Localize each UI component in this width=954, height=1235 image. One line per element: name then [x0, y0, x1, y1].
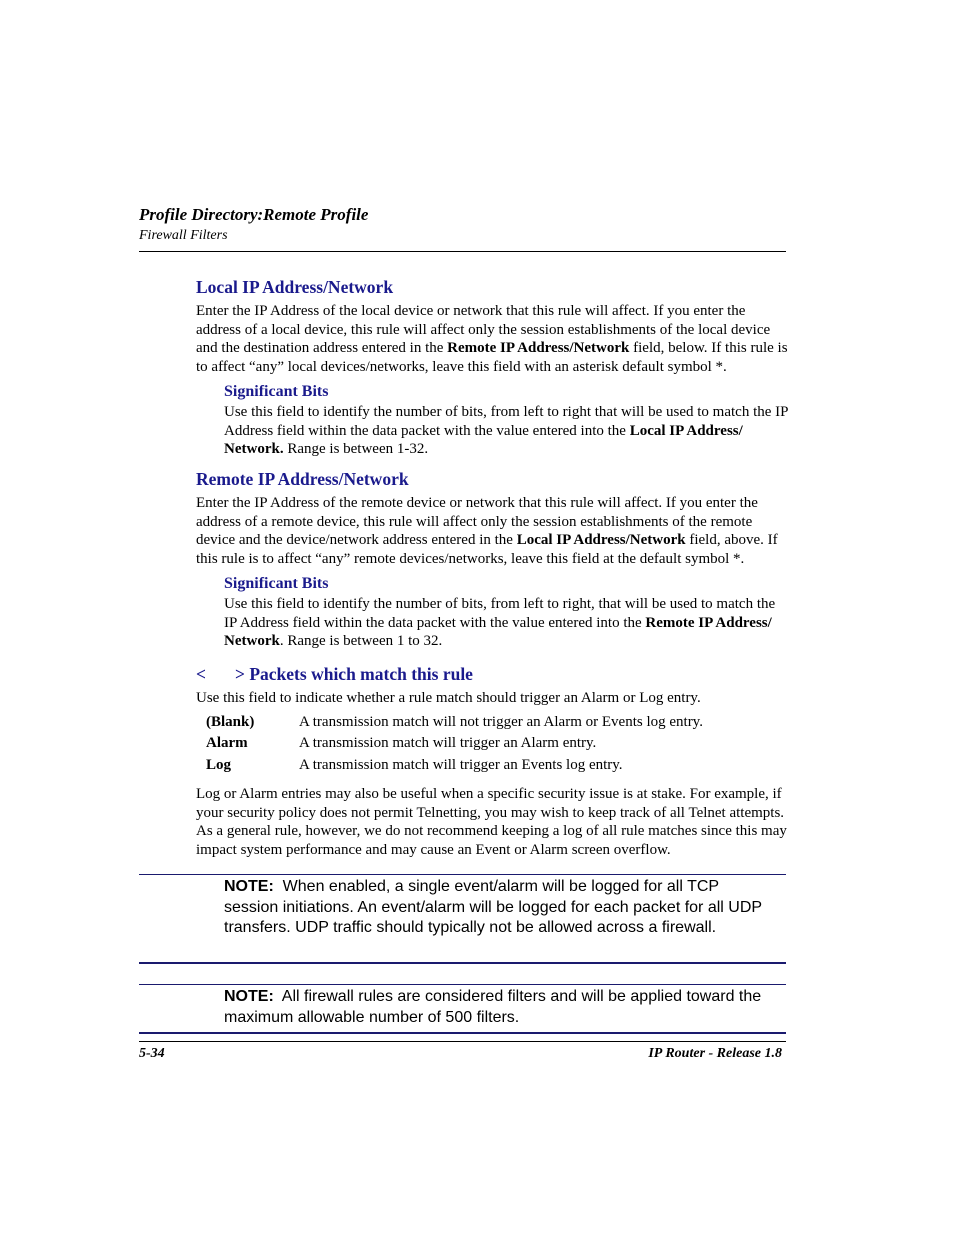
remote-bits-paragraph [224, 595, 788, 651]
remote-ip-field-ref: Local IP Address/Network [516, 532, 686, 549]
local-bits-text-2: Range is between 1-32. [283, 441, 429, 458]
packets-heading: > Packets which match this rule [235, 664, 473, 684]
option-name-blank: (Blank) [206, 714, 255, 730]
local-ip-field-ref: Remote IP Address/Network [447, 340, 630, 357]
remote-bits-text-1: Use this field to identify the number of bits, from left to right, that will be used to match the IP Address field within the data packet with the value entered into the [224, 596, 776, 631]
packets-heading-lt: < [196, 664, 206, 684]
note-2-label: NOTE: [224, 988, 274, 1005]
local-bits-text-1: Use this field to identify the number of bits, from left to right that will be used to match the IP Address field within the data packet with the value entered into the [224, 404, 788, 439]
local-ip-paragraph [196, 302, 788, 377]
local-bits-paragraph [224, 403, 788, 459]
option-desc-alarm: A transmission match will trigger an Alarm entry. [299, 735, 597, 751]
running-header-subtitle: Firewall Filters [139, 228, 228, 243]
log-alarm-paragraph: Log or Alarm entries may also be useful when a specific security issue is at stake. For example, if your security policy does not permit Telnetting, you may wish to keep track of all Telnet attempts. As a general rule, however, we do not recommend keeping a log of all rule matches since this may impact system performance and may cause an Event or Alarm screen overflow. [196, 786, 787, 859]
remote-ip-paragraph [196, 494, 788, 569]
packets-intro: Use this field to indicate whether a rule match should trigger an Alarm or Log entry. [196, 690, 701, 706]
note2-top-rule [139, 984, 786, 985]
note-1 [224, 877, 769, 939]
note-2 [224, 987, 769, 1028]
option-name-alarm: Alarm [206, 735, 248, 751]
running-header-title: Profile Directory:Remote Profile [139, 205, 369, 224]
page-number: 5-34 [139, 1046, 165, 1061]
local-bits-heading: Significant Bits [224, 383, 329, 400]
remote-bits-field-ref: Remote IP Address/ Network [224, 614, 772, 650]
option-desc-log: A transmission match will trigger an Events log entry. [299, 757, 623, 773]
remote-bits-text-2: . Range is between 1 to 32. [279, 633, 443, 650]
option-desc-blank: A transmission match will not trigger an Alarm or Events log entry. [299, 714, 703, 730]
option-name-log: Log [206, 757, 232, 773]
product-release: IP Router - Release 1.8 [648, 1046, 782, 1061]
note1-top-rule [139, 874, 786, 875]
remote-ip-heading: Remote IP Address/Network [196, 469, 409, 489]
footer-rule [139, 1041, 786, 1042]
local-ip-text-1: Enter the IP Address of the local device or network that this rule will affect. If you enter the address of a local device, this rule will affect only the session establishments of the local device and the destination address entered in the [196, 303, 771, 357]
remote-ip-text-1: Enter the IP Address of the remote device or network that this rule will affect. If you enter the address of a remote device, this rule will affect only the session establishments of the remote device and the device/network address entered in the [196, 495, 758, 549]
local-bits-field-ref: Local IP Address/ Network. [224, 422, 743, 458]
note2-bottom-rule [139, 1032, 786, 1034]
local-ip-heading: Local IP Address/Network [196, 277, 394, 297]
local-ip-text-2: field, below. If this rule is to affect “any” local devices/networks, leave this field with an asterisk default symbol *. [196, 340, 788, 376]
note-2-text: All firewall rules are considered filters and will be applied toward the maximum allowable number of 500 filters. [224, 988, 762, 1026]
note-1-label: NOTE: [224, 878, 274, 895]
note1-bottom-rule [139, 962, 786, 964]
note-1-text: When enabled, a single event/alarm will be logged for all TCP session initiations. An event/alarm will be logged for each packet for all UDP transfers. UDP traffic should typically not be allowed across a firewall. [224, 878, 762, 936]
remote-bits-heading: Significant Bits [224, 575, 329, 592]
remote-ip-text-2: field, above. If this rule is to affect “any” remote devices/networks, leave this field at the default symbol *. [196, 532, 778, 568]
header-rule [139, 251, 786, 252]
